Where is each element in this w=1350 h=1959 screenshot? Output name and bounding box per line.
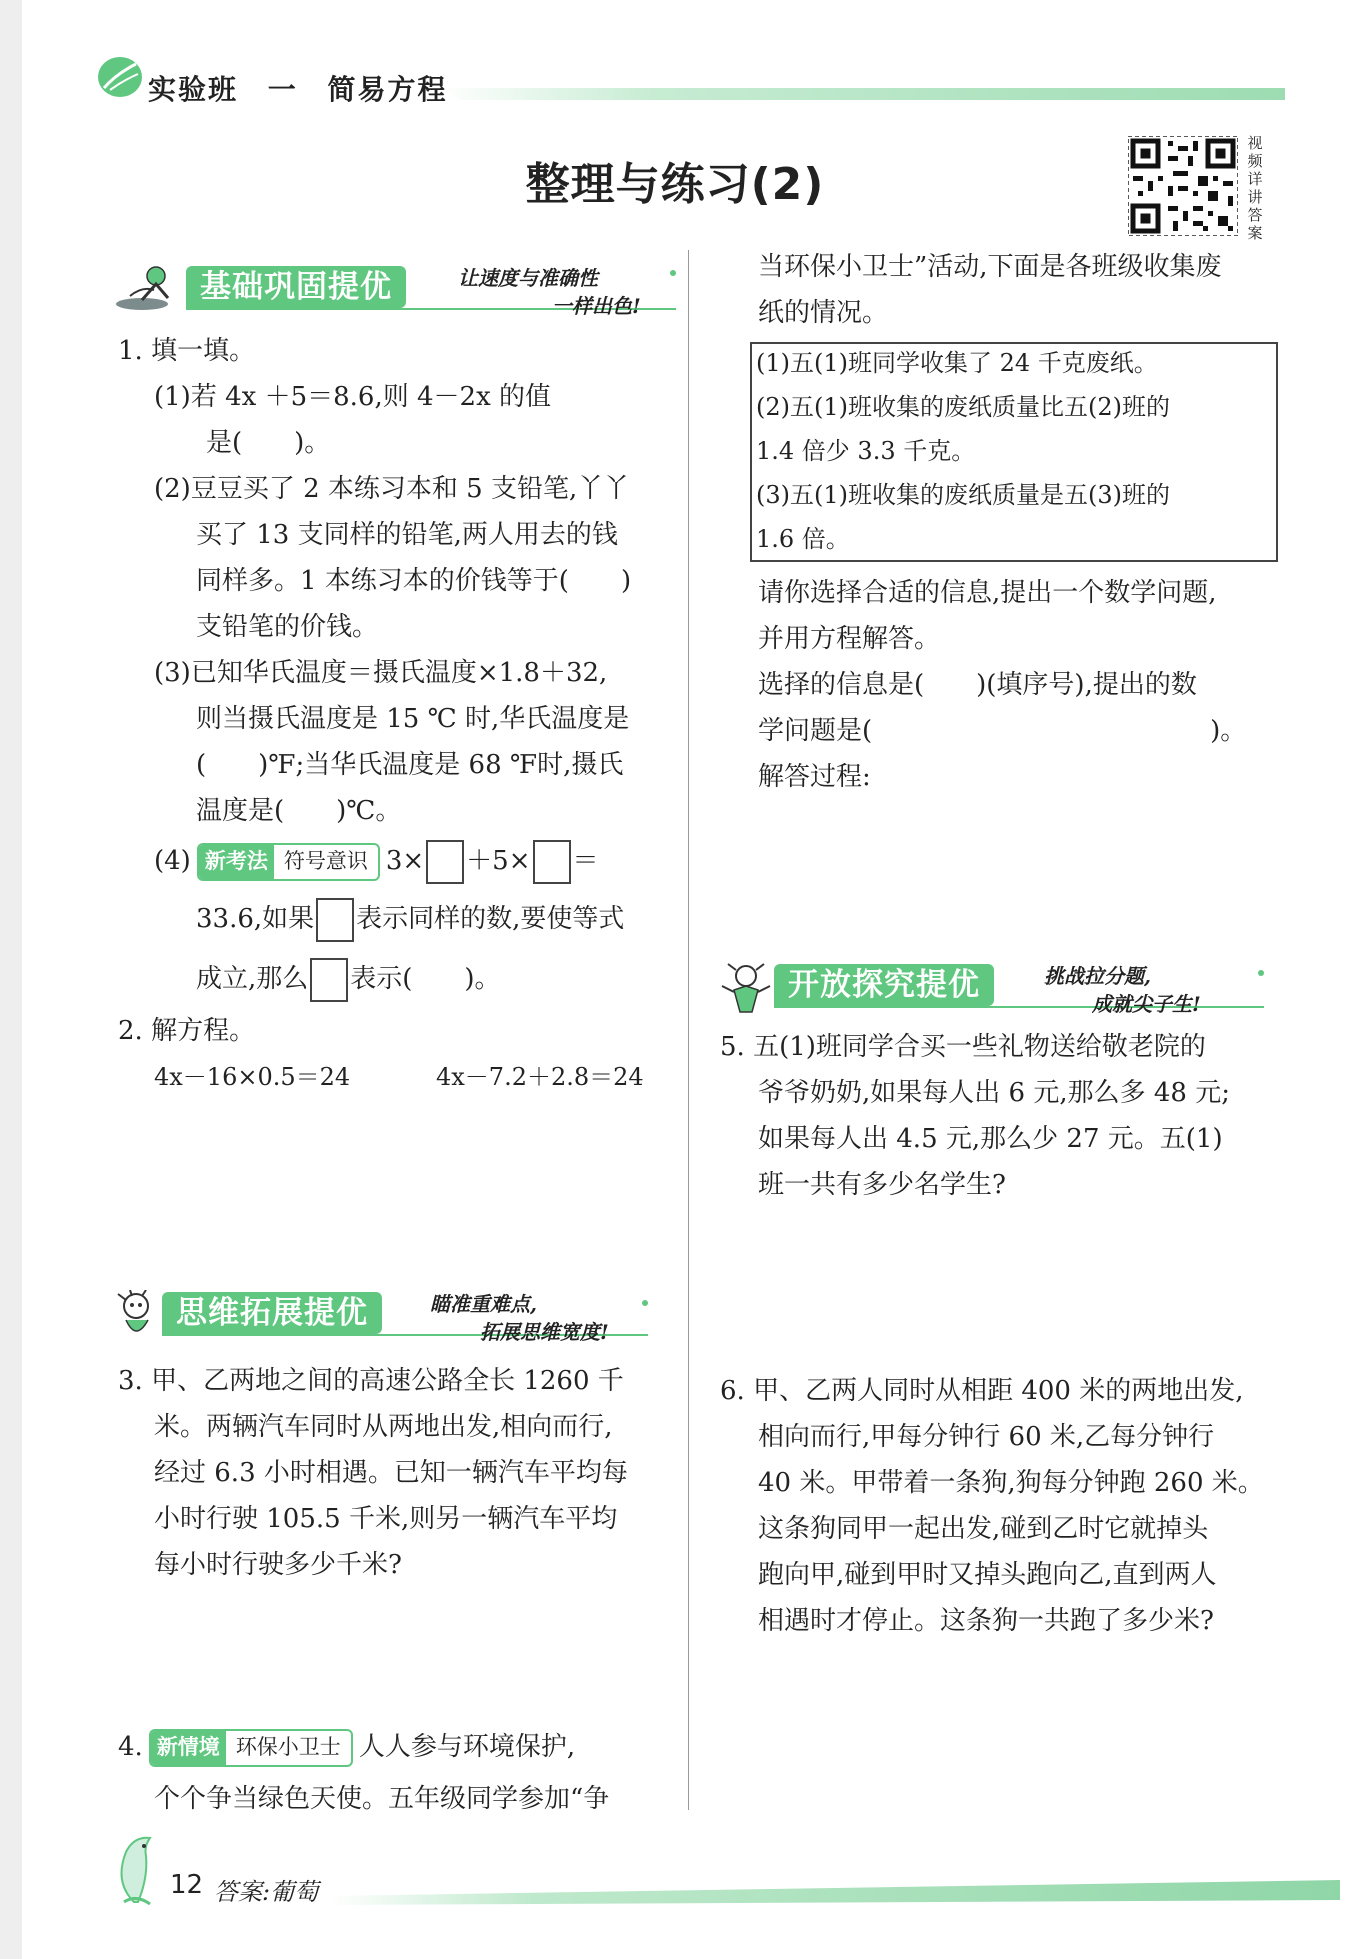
section-slogan-thinking-1: 瞄准重难点, (430, 1292, 537, 1316)
q1-part2-line1: (2)豆豆买了 2 本练习本和 5 支铅笔,丫丫 (154, 474, 630, 504)
q5-line3: 如果每人出 4.5 元,那么少 27 元。五(1) (758, 1124, 1223, 1154)
q3-line1: 3. 甲、乙两地之间的高速公路全长 1260 千 (118, 1366, 624, 1396)
q4-right-line1: 当环保小卫士”活动,下面是各班级收集废 (758, 252, 1222, 282)
q1-part3-line1: (3)已知华氏温度＝摄氏温度×1.8＋32, (154, 658, 608, 688)
series-name: 实验班 (148, 73, 239, 106)
q5-line1: 5. 五(1)班同学合买一些礼物送给敬老院的 (720, 1032, 1206, 1062)
answer-box[interactable] (310, 958, 348, 1002)
q4-info-1: (1)五(1)班同学收集了 24 千克废纸。 (756, 349, 1158, 377)
answer-box[interactable] (316, 898, 354, 942)
section-banner-open (774, 964, 1264, 1016)
q4-info-3b: 1.6 倍。 (756, 525, 850, 553)
q4-info-2b: 1.4 倍少 3.3 千克。 (756, 437, 976, 465)
q4-ask-line2: 并用方程解答。 (758, 624, 941, 654)
answer-box[interactable] (426, 840, 464, 884)
page-number: 12 (170, 1870, 204, 1900)
q1-part2-line3: 同样多。1 本练习本的价钱等于( ) (196, 566, 632, 596)
section-slogan-thinking-2: 拓展思维宽度! (480, 1320, 609, 1344)
q3-line4: 小时行驶 105.5 千米,则另一辆汽车平均 (154, 1504, 618, 1534)
new-context-tag (149, 1729, 353, 1767)
q6-line4: 这条狗同甲一起出发,碰到乙时它就掉头 (758, 1514, 1209, 1544)
q4-info-2a: (2)五(1)班收集的废纸质量比五(2)班的 (756, 393, 1170, 421)
qr-label: 视频详讲答案 (1247, 134, 1263, 242)
answer-hint: 答案:葡萄 (214, 1878, 319, 1906)
q4-info-3a: (3)五(1)班收集的废纸质量是五(3)班的 (756, 481, 1170, 509)
q4-ask-line5: 解答过程: (758, 762, 871, 792)
q5-line4: 班一共有多少名学生? (758, 1170, 1006, 1200)
expr-part-b: ＋5× (466, 846, 531, 876)
q1-title: 1. 填一填。 (118, 336, 256, 366)
q6-line5: 跑向甲,碰到甲时又掉头跑向乙,直到两人 (758, 1560, 1217, 1590)
q4-ask-line3: 选择的信息是( )(填序号),提出的数 (758, 670, 1197, 700)
unit-name: 简易方程 (327, 73, 448, 106)
q1-part3-line2: 则当摄氏温度是 15 ℃ 时,华氏温度是 (196, 704, 630, 734)
climber-mascot-icon (718, 962, 774, 1018)
q4-ask-line4: 学问题是( )。 (758, 716, 1247, 746)
q1-part4-line1 (154, 838, 599, 884)
q3-line2: 米。两辆汽车同时从两地出发,相向而行, (154, 1412, 613, 1442)
column-divider (688, 250, 689, 1810)
section-tag-open: 开放探究提优 (774, 964, 994, 1006)
tag-label-eco-guard: 环保小卫士 (235, 1735, 341, 1759)
q6-line6: 相遇时才停止。这条狗一共跑了多少米? (758, 1606, 1214, 1636)
expr-part-a: 3× (385, 846, 425, 876)
section-banner-basic (186, 266, 676, 318)
q4-ask-line1: 请你选择合适的信息,提出一个数学问题, (758, 578, 1217, 608)
section-slogan-open-1: 挑战拉分题, (1044, 964, 1151, 988)
section-banner-thinking (162, 1292, 648, 1344)
q4-line1: 4. 新情境 环保小卫士 人人参与环境保护, (118, 1724, 575, 1770)
section-slogan-basic-2: 一样出色! (552, 294, 641, 318)
qr-code-icon[interactable] (1128, 136, 1238, 236)
q2-equation-1: 4x－16×0.5＝24 (154, 1063, 351, 1091)
tag-label-new-method: 新考法 (199, 845, 274, 879)
leaf-logo-icon (96, 54, 144, 100)
new-method-tag (197, 843, 380, 881)
skater-mascot-icon (112, 262, 190, 314)
q4-right-line2: 纸的情况。 (758, 298, 889, 328)
section-tag-thinking: 思维拓展提优 (162, 1292, 382, 1334)
q1-part3-line4: 温度是( )℃。 (196, 796, 402, 826)
q1-part1-line1: (1)若 4x ＋5＝8.6,则 4－2x 的值 (154, 382, 551, 412)
q6-line2: 相向而行,甲每分钟行 60 米,乙每分钟行 (758, 1422, 1215, 1452)
q6-line3: 40 米。甲带着一条狗,狗每分钟跑 260 米。 (758, 1468, 1264, 1498)
q1-part2-line4: 支铅笔的价钱。 (196, 612, 379, 642)
page-title: 整理与练习(2) (525, 159, 825, 210)
q2-title: 2. 解方程。 (118, 1016, 256, 1046)
q2-equation-2: 4x－7.2＋2.8＝24 (436, 1063, 644, 1091)
q1-part3-line3: ( )℉;当华氏温度是 68 ℉时,摄氏 (196, 750, 624, 780)
header-separator: 一 (267, 73, 298, 106)
q1-part1-line2: 是( )。 (206, 428, 331, 458)
answer-box[interactable] (533, 840, 571, 884)
expr-part-c: ＝ (572, 846, 599, 876)
q4-line2: 个个争当绿色天使。五年级同学参加“争 (154, 1784, 610, 1814)
section-slogan-open-2: 成就尖子生! (1092, 992, 1201, 1016)
q3-line3: 经过 6.3 小时相遇。已知一辆汽车平均每 (154, 1458, 628, 1488)
header-breadcrumb (148, 68, 448, 108)
q1-part4-line2: 33.6,如果 表示同样的数,要使等式 (196, 896, 624, 942)
thinker-mascot-icon (112, 1290, 162, 1346)
q5-line2: 爷爷奶奶,如果每人出 6 元,那么多 48 元; (758, 1078, 1230, 1108)
q1-part4-number: (4) (154, 846, 191, 876)
tag-label-symbol-sense: 符号意识 (283, 849, 368, 873)
q1-part2-line2: 买了 13 支同样的铅笔,两人用去的钱 (196, 520, 618, 550)
q6-line1: 6. 甲、乙两人同时从相距 400 米的两地出发, (720, 1376, 1244, 1406)
q1-part4-line3: 成立,那么 表示( )。 (196, 956, 501, 1002)
section-tag-basic: 基础巩固提优 (186, 266, 406, 308)
tag-label-new-context: 新情境 (151, 1731, 226, 1765)
dolphin-mascot-icon (104, 1832, 168, 1908)
q4-number: 4. (118, 1732, 143, 1762)
q3-line5: 每小时行驶多少千米? (154, 1550, 402, 1580)
section-slogan-basic-1: 让速度与准确性 (458, 266, 598, 290)
